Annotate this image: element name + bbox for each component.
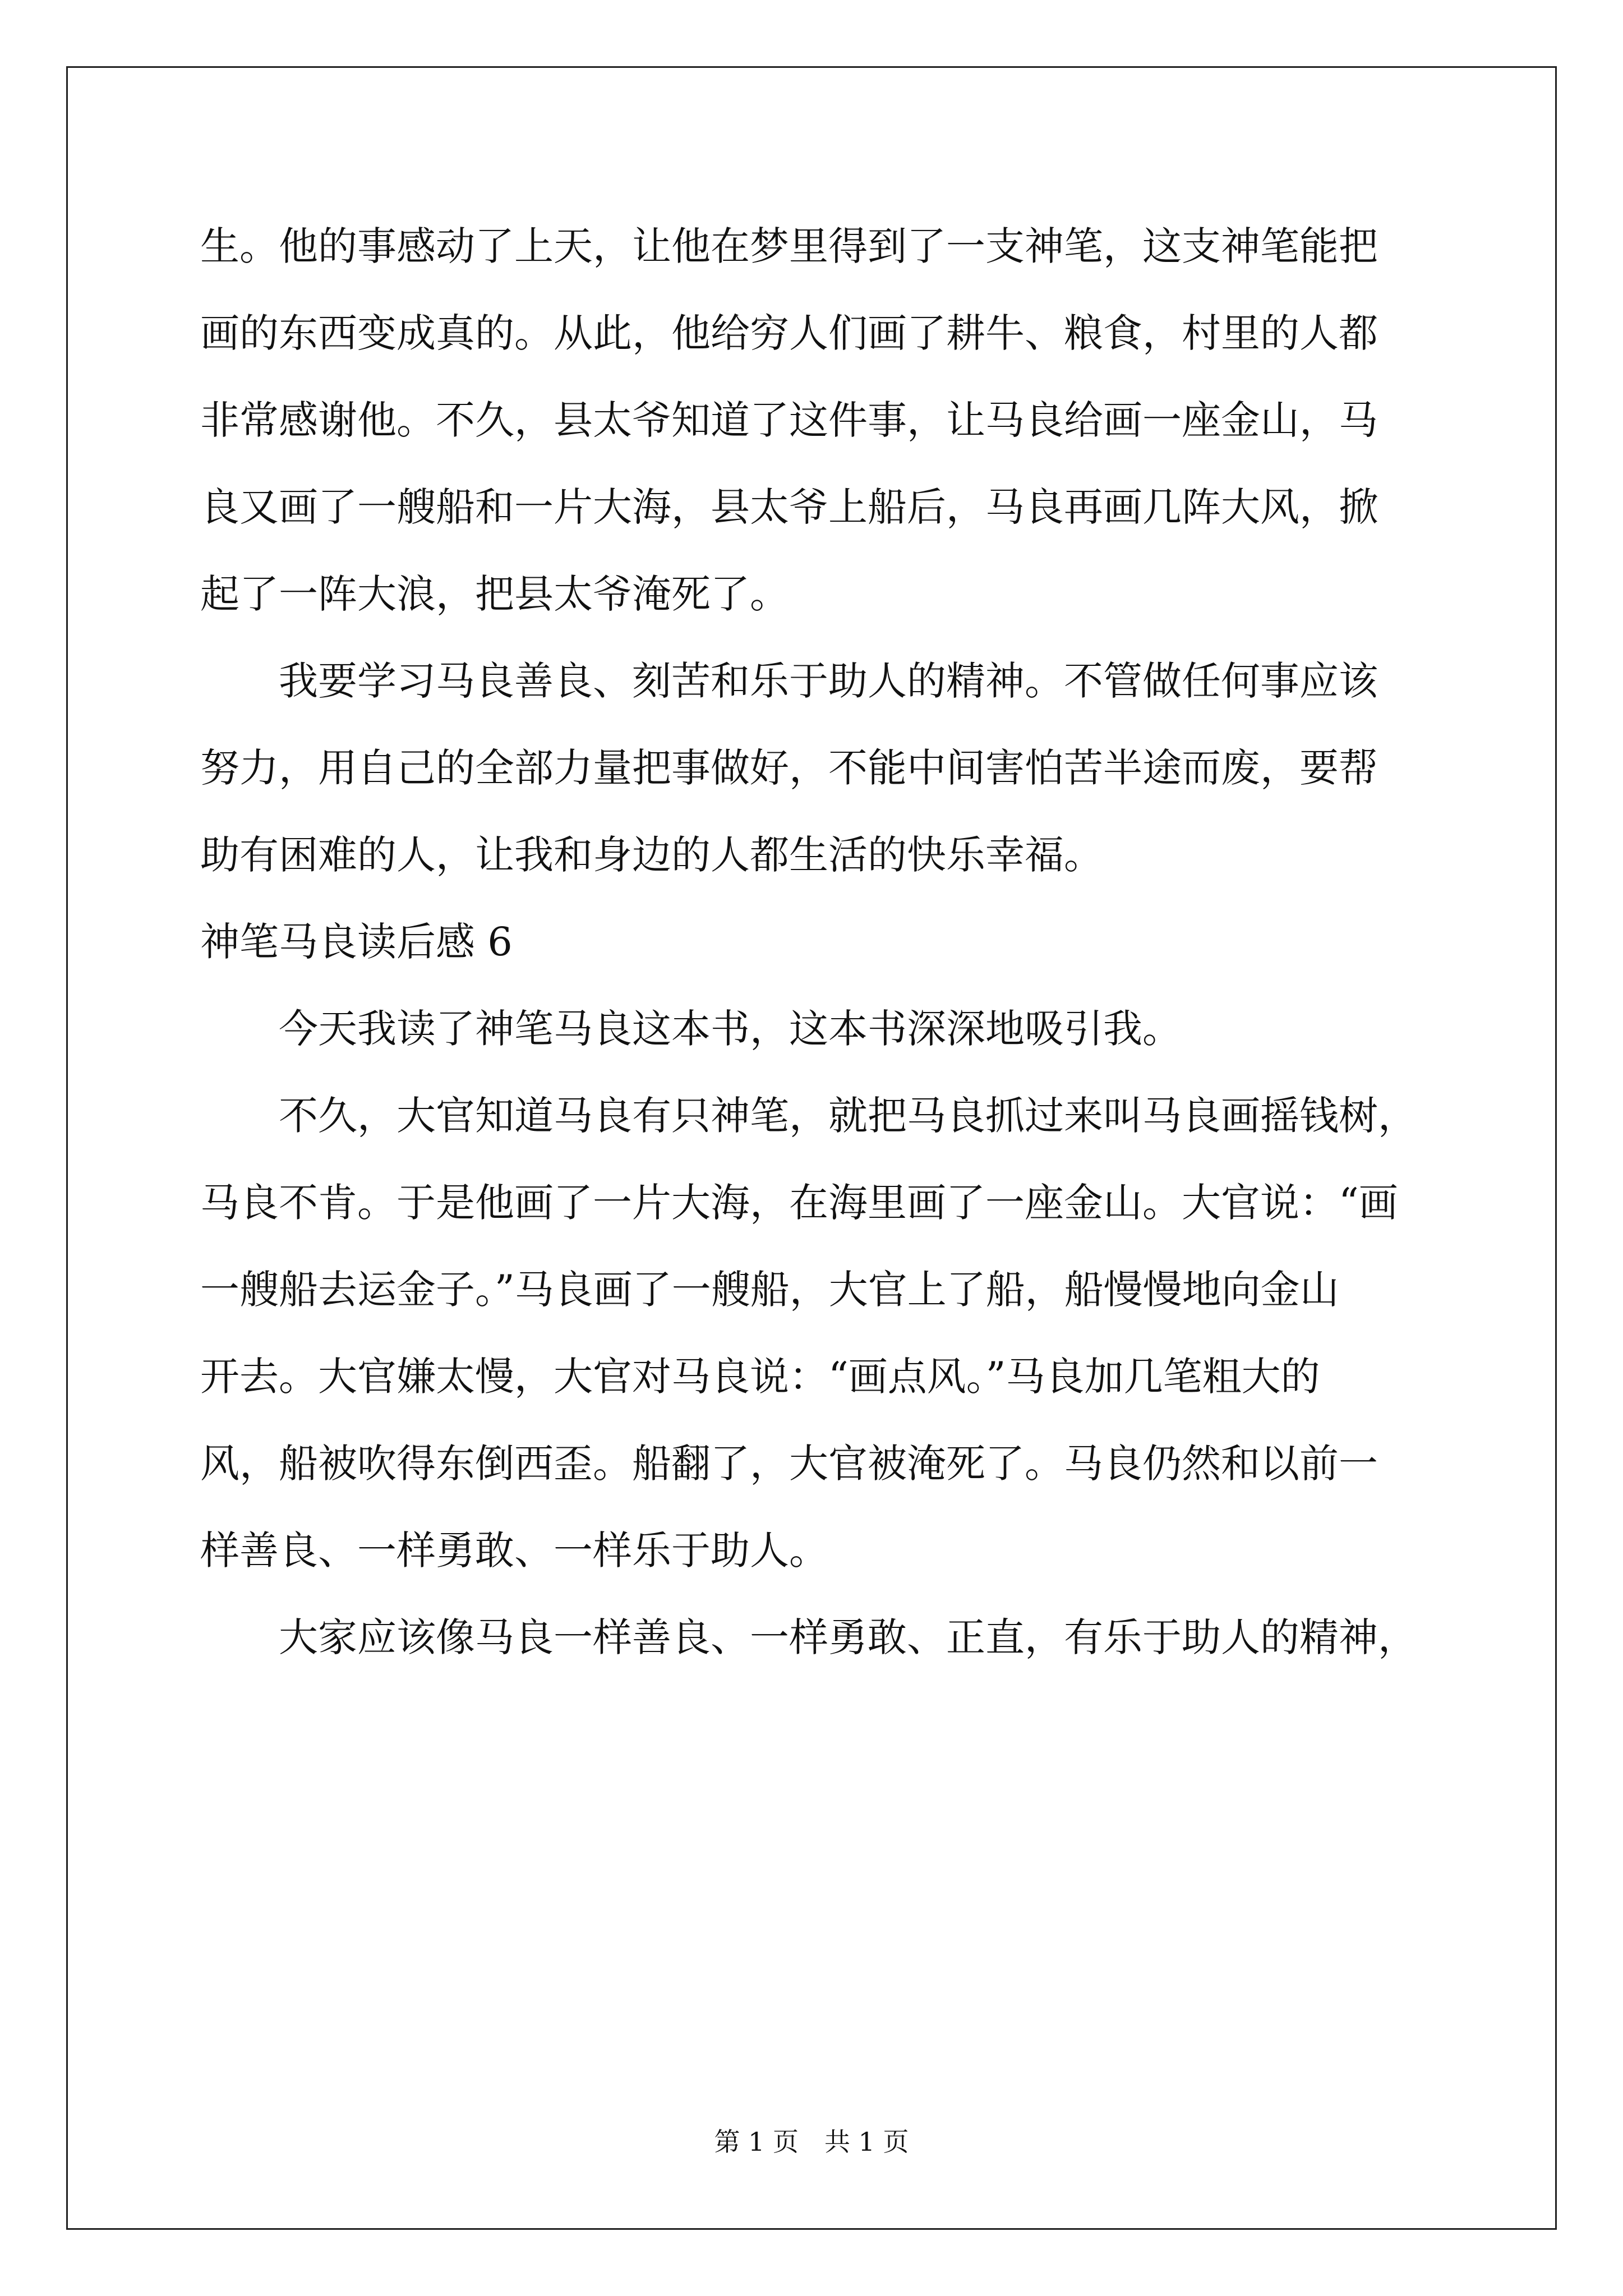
text-line: 开去。大官嫌太慢，大官对马良说：“画点风。”马良加几笔粗大的	[200, 1354, 1320, 1400]
text-line: 风，船被吹得东倒西歪。船翻了，大官被淹死了。马良仍然和以前一	[200, 1441, 1378, 1487]
text-line: 生。他的事感动了上天，让他在梦里得到了一支神笔，这支神笔能把	[200, 223, 1378, 269]
page-footer: 第 1 页 共 1 页	[714, 2127, 909, 2157]
text-line: 非常感谢他。不久，县太爷知道了这件事，让马良给画一座金山，马	[200, 397, 1378, 443]
text-line: 助有困难的人，让我和身边的人都生活的快乐幸福。	[200, 832, 1103, 878]
text-line: 马良不肯。于是他画了一片大海，在海里画了一座金山。大官说：“画	[200, 1180, 1398, 1226]
text-line: 画的东西变成真的。从此，他给穷人们画了耕牛、粮食，村里的人都	[200, 310, 1378, 356]
section-heading: 神笔马良读后感 6	[200, 919, 513, 965]
text-line: 大家应该像马良一样善良、一样勇敢、正直，有乐于助人的精神，	[200, 1614, 1417, 1660]
text-line: 努力，用自己的全部力量把事做好，不能中间害怕苦半途而废，要帮	[200, 745, 1378, 791]
text-line: 一艘船去运金子。”马良画了一艘船，大官上了船，船慢慢地向金山	[200, 1267, 1339, 1313]
page-border	[66, 66, 1557, 2230]
text-line: 我要学习马良善良、刻苦和乐于助人的精神。不管做任何事应该	[200, 658, 1378, 704]
text-line: 今天我读了神笔马良这本书，这本书深深地吸引我。	[200, 1006, 1182, 1052]
text-line: 良又画了一艘船和一片大海，县太爷上船后，马良再画几阵大风，掀	[200, 484, 1378, 530]
text-line: 起了一阵大浪，把县太爷淹死了。	[200, 571, 789, 617]
text-line: 不久，大官知道马良有只神笔，就把马良抓过来叫马良画摇钱树，	[200, 1093, 1417, 1139]
text-line: 样善良、一样勇敢、一样乐于助人。	[200, 1527, 828, 1573]
